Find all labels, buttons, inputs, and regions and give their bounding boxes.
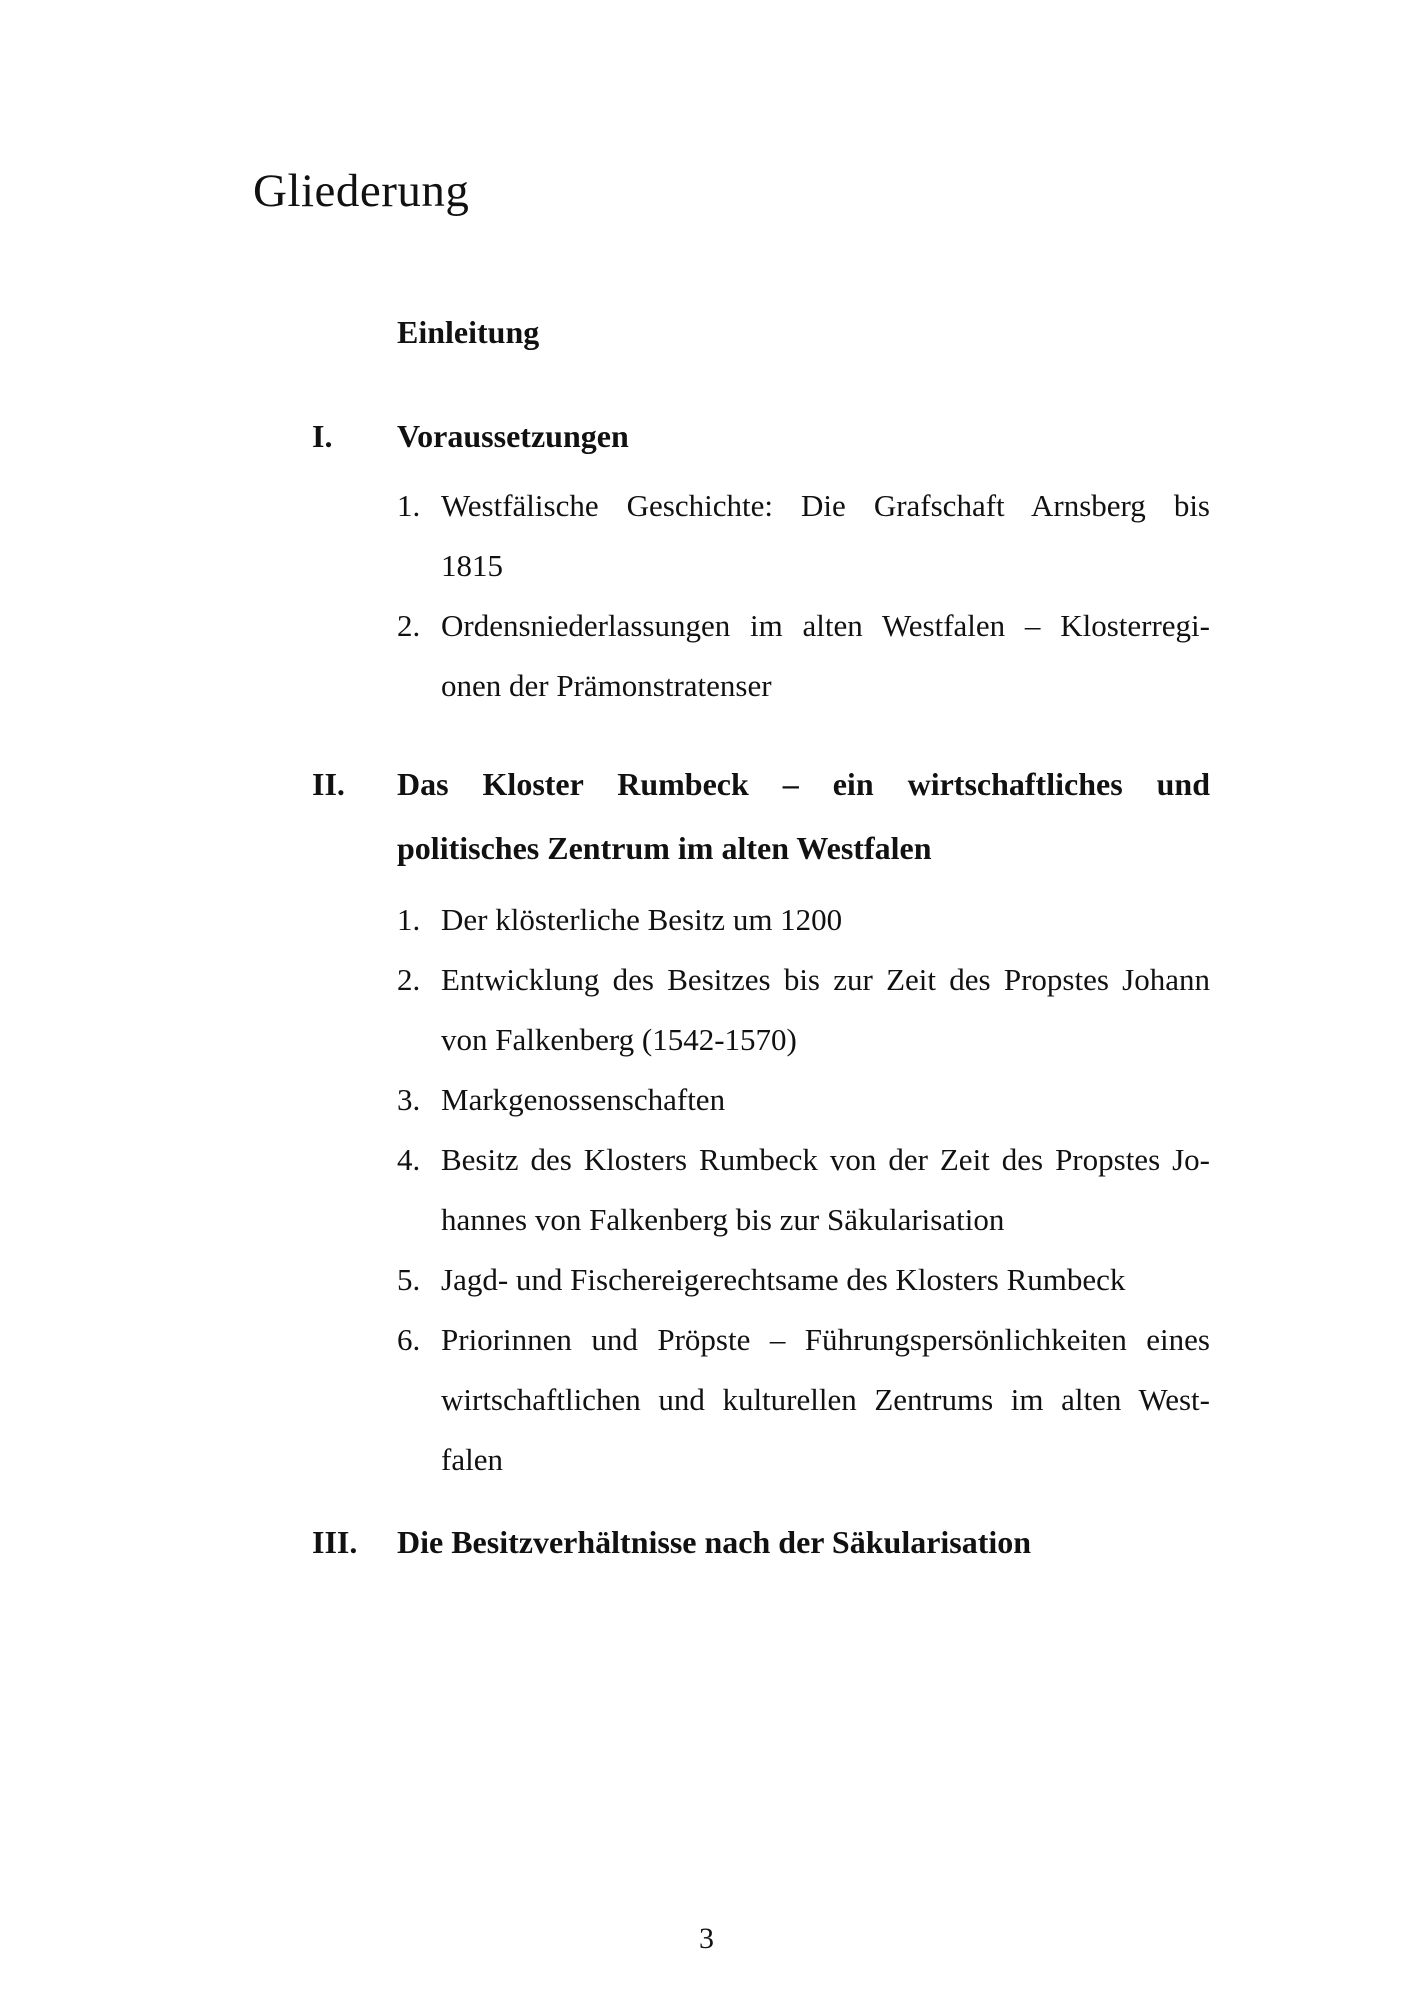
toc-item <box>397 1310 1210 1490</box>
section-heading-line: Das Kloster Rumbeck – ein wirtschaftliches und <box>397 766 1210 802</box>
toc-section-heading <box>312 1522 1210 1562</box>
toc-item-number: 5. <box>397 1262 421 1297</box>
page-title: Gliederung <box>253 165 470 217</box>
toc-item-line: Markgenossenschaften <box>441 1082 726 1117</box>
section-heading-line: politisches Zentrum im alten Westfalen <box>397 830 932 866</box>
toc-item <box>397 890 1210 950</box>
toc-item-text <box>441 1250 1210 1310</box>
toc-item-line: wirtschaftlichen und kulturellen Zentrums im alten West- <box>441 1382 1210 1417</box>
toc-item-text <box>441 1070 1210 1130</box>
toc-item-number: 6. <box>397 1322 421 1357</box>
toc-item-number: 1. <box>397 902 421 937</box>
toc-item <box>397 1130 1210 1250</box>
toc-section-heading <box>312 752 1210 880</box>
toc-item-number: 3. <box>397 1082 421 1117</box>
toc-item-number: 2. <box>397 608 421 643</box>
toc-item-number: 1. <box>397 488 421 523</box>
toc-item-line: falen <box>441 1442 503 1477</box>
toc-item-line: von Falkenberg (1542-1570) <box>441 1022 797 1057</box>
section-numeral: III. <box>312 1524 358 1560</box>
toc-section-heading <box>312 416 1210 456</box>
toc-item-line: 1815 <box>441 548 503 583</box>
toc-item-text <box>441 596 1210 716</box>
toc-item-text <box>441 1310 1210 1490</box>
toc-entry-einleitung: Einleitung <box>397 314 540 350</box>
toc-item-line: Westfälische Geschichte: Die Grafschaft Arnsberg bis <box>441 488 1210 523</box>
toc-item-line: Ordensniederlassungen im alten Westfalen – Klosterregi- <box>441 608 1210 643</box>
section-numeral: II. <box>312 766 345 802</box>
page-number: 3 <box>699 1922 714 1955</box>
toc-item-text <box>441 950 1210 1070</box>
toc-item-number: 2. <box>397 962 421 997</box>
toc-item-line: Priorinnen und Pröpste – Führungspersönlichkeiten eines <box>441 1322 1210 1357</box>
toc-item-text <box>441 476 1210 596</box>
toc <box>312 312 1210 1562</box>
toc-item-list <box>397 890 1210 1490</box>
toc-item-line: Entwicklung des Besitzes bis zur Zeit des Propstes Johann <box>441 962 1210 997</box>
toc-item <box>397 1070 1210 1130</box>
toc-item-line: hannes von Falkenberg bis zur Säkularisation <box>441 1202 1005 1237</box>
toc-item-text <box>441 890 1210 950</box>
section-heading-line: Die Besitzverhältnisse nach der Säkularisation <box>397 1524 1032 1560</box>
toc-item <box>397 950 1210 1070</box>
section-heading-line: Voraussetzungen <box>397 418 629 454</box>
toc-item-list <box>397 476 1210 716</box>
toc-item <box>397 1250 1210 1310</box>
toc-item-number: 4. <box>397 1142 421 1177</box>
section-heading-text <box>397 416 1210 456</box>
toc-item-line: onen der Prämonstratenser <box>441 668 772 703</box>
toc-item-text <box>441 1130 1210 1250</box>
toc-item <box>397 476 1210 596</box>
toc-item-line: Jagd- und Fischereigerechtsame des Klosters Rumbeck <box>441 1262 1126 1297</box>
toc-item <box>397 596 1210 716</box>
section-numeral: I. <box>312 418 333 454</box>
toc-item-line: Besitz des Klosters Rumbeck von der Zeit des Propstes Jo- <box>441 1142 1210 1177</box>
section-heading-text <box>397 752 1210 880</box>
section-heading-text <box>397 1522 1210 1562</box>
toc-item-line: Der klösterliche Besitz um 1200 <box>441 902 843 937</box>
